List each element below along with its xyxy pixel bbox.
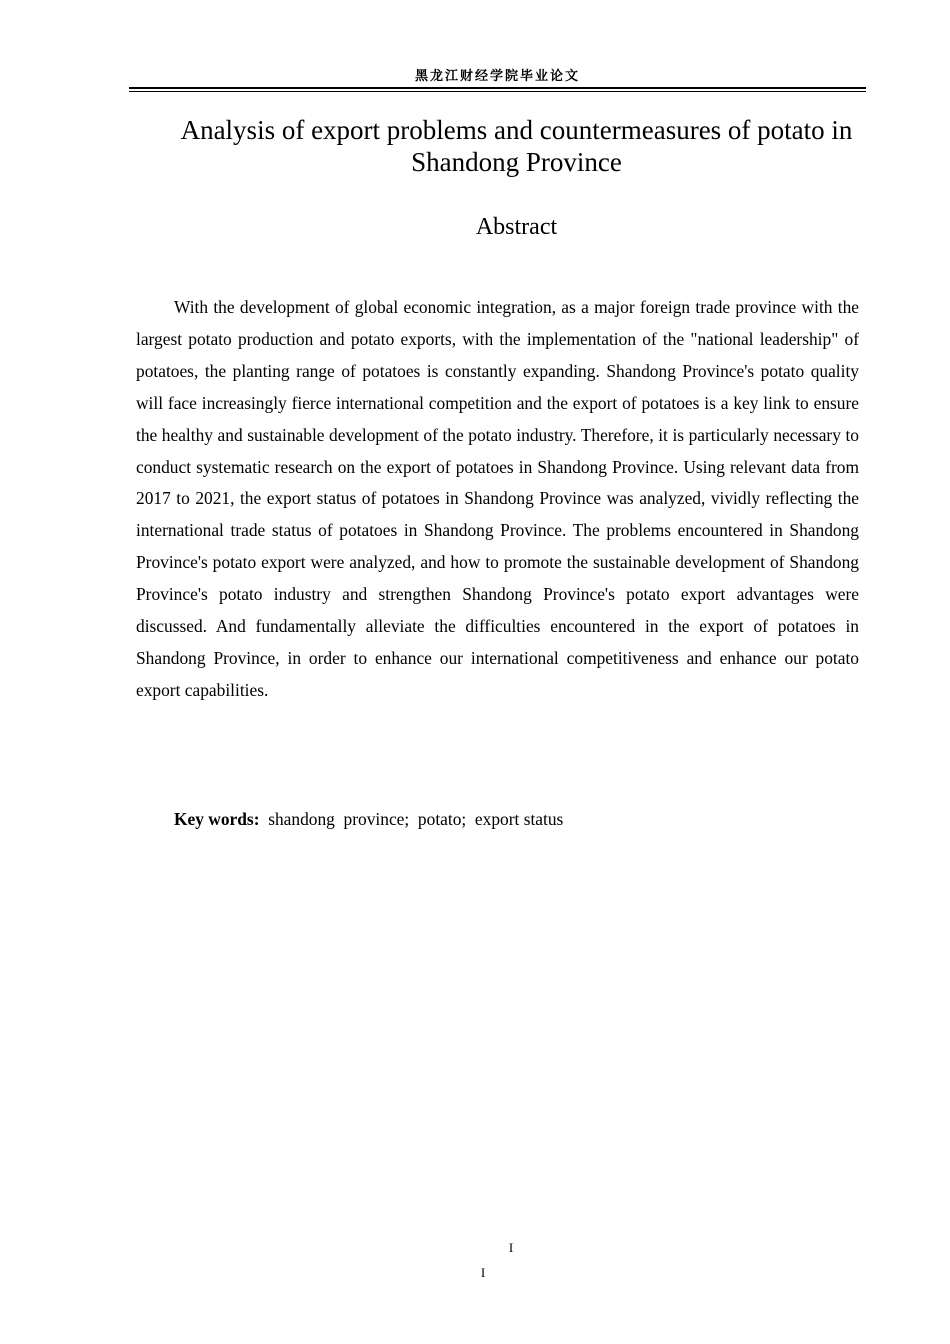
document-title: Analysis of export problems and countermeasures of potato in Shandong Province — [180, 115, 853, 177]
page-number-lower: I — [480, 1265, 486, 1280]
keywords-line — [174, 805, 563, 833]
header-rule-thin — [129, 91, 866, 92]
page-number-upper: I — [508, 1240, 514, 1255]
keywords-label: Key words: — [174, 809, 260, 829]
abstract-heading: Abstract — [475, 214, 558, 240]
page-header: 黑龙江财经学院毕业论文 — [414, 69, 580, 84]
abstract-body: With the development of global economic integration, as a major foreign trade province with the largest potato production and potato exports, with the implementation of the "national leadership" of potatoes, the planting range of potatoes is constantly expanding. Shandong Province's potato quality will face increasingly fierce international competition and the export of potatoes is a key link to ensure the healthy and sustainable development of the potato industry. Therefore, it is particularly necessary to conduct systematic research on the export of potatoes in Shandong Province. Using relevant data from 2017 to 2021, the export status of potatoes in Shandong Province was analyzed, vividly reflecting the international trade status of potatoes in Shandong Province. The problems encountered in Shandong Province's potato export were analyzed, and how to promote the sustainable development of Shandong Province's potato industry and strengthen Shandong Province's potato export advantages were discussed. And fundamentally alleviate the difficulties encountered in the export of potatoes in Shandong Province, in order to enhance our international competitiveness and enhance our potato export capabilities. — [136, 297, 859, 700]
keywords-value: shandong province; potato; export status — [268, 809, 564, 829]
header-rule-thick — [129, 87, 866, 89]
